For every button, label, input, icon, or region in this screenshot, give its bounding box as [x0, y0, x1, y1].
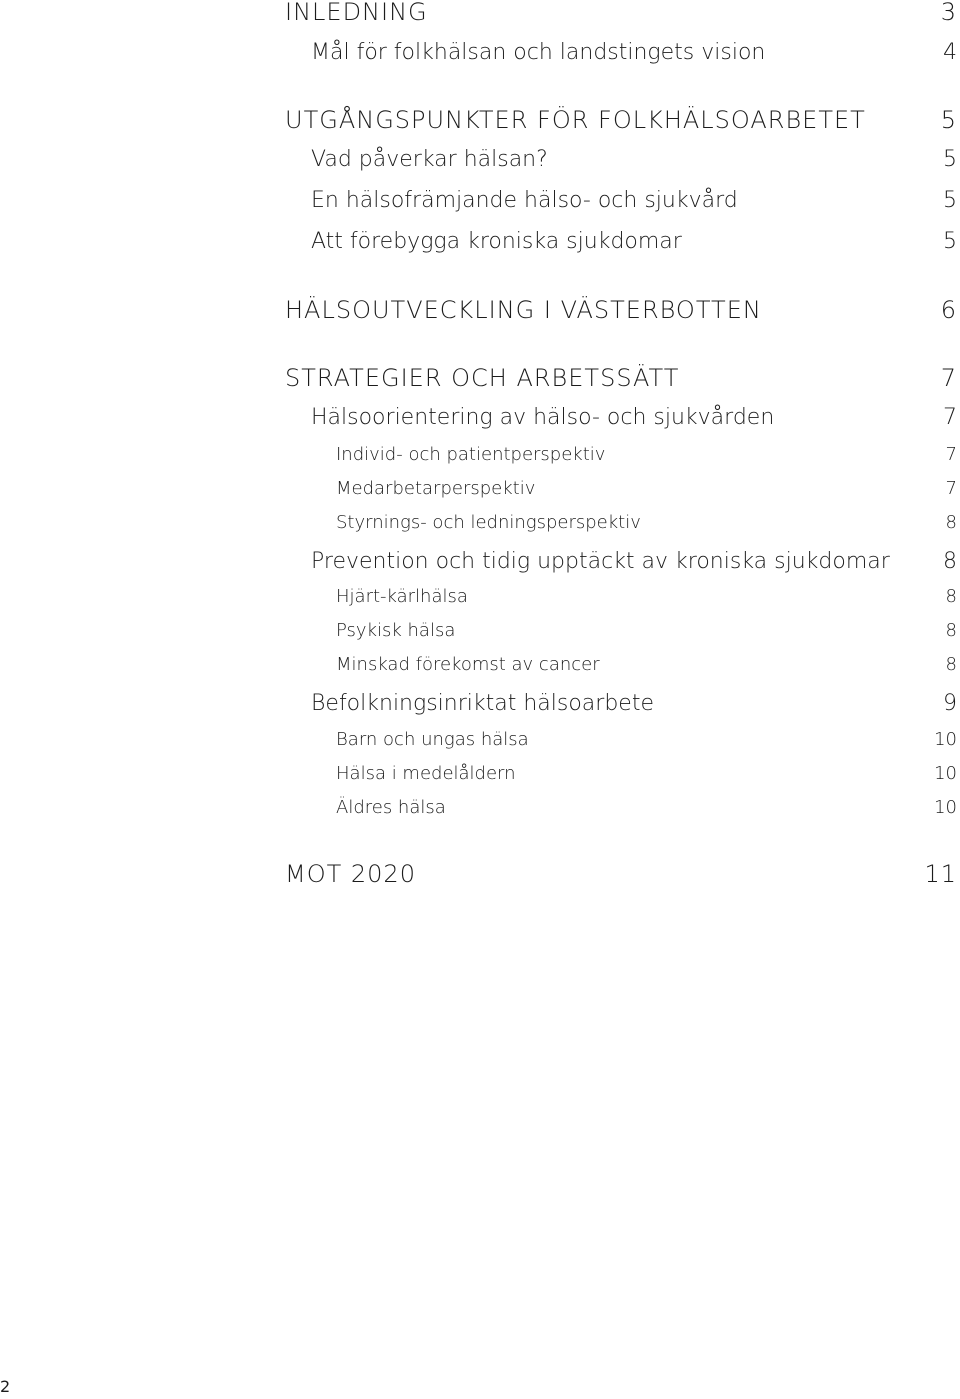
toc-entry-page: 8: [943, 549, 957, 574]
toc-entry-label: HÄLSOUTVECKLING I VÄSTERBOTTEN: [285, 296, 762, 324]
toc-entry-label: En hälsofrämjande hälso- och sjukvård: [311, 188, 738, 213]
toc-entry-page: 10: [934, 763, 957, 784]
toc-entry-page: 8: [945, 654, 957, 675]
toc-entry[interactable]: [0, 544, 960, 580]
toc-entry[interactable]: [0, 437, 960, 473]
toc-entry[interactable]: [0, 686, 960, 722]
toc-entry-page: 5: [943, 188, 957, 213]
toc-entry[interactable]: [0, 613, 960, 649]
toc-entry-label: Hälsoorientering av hälso- och sjukvården: [311, 405, 775, 430]
toc-entry-label: Prevention och tidig upptäckt av kroniska sjukdomar: [311, 549, 890, 574]
toc-entry[interactable]: [0, 647, 960, 683]
toc-entry-label: Att förebygga kroniska sjukdomar: [311, 229, 682, 254]
toc-entry[interactable]: [0, 0, 960, 30]
toc-entry-label: Styrnings- och ledningsperspektiv: [336, 512, 641, 533]
toc-entry[interactable]: [0, 142, 960, 178]
toc-entry-label: Hälsa i medelåldern: [336, 763, 516, 784]
toc-entry[interactable]: [0, 722, 960, 758]
toc-entry[interactable]: [0, 102, 960, 138]
toc-entry-page: 7: [945, 478, 957, 499]
page-number: 2: [0, 1377, 11, 1396]
toc-entry[interactable]: [0, 183, 960, 219]
toc-entry-page: 5: [940, 106, 957, 134]
toc-entry[interactable]: [0, 790, 960, 826]
toc-entry-page: 8: [945, 620, 957, 641]
toc-entry-page: 9: [943, 691, 957, 716]
toc-entry-label: Psykisk hälsa: [336, 620, 456, 641]
toc-entry[interactable]: [0, 360, 960, 396]
toc-entry-page: 7: [940, 364, 957, 392]
toc-entry-page: 3: [940, 0, 957, 26]
toc-entry-label: Medarbetarperspektiv: [336, 478, 536, 499]
toc-entry-label: Minskad förekomst av cancer: [336, 654, 600, 675]
toc-entry[interactable]: [0, 292, 960, 328]
toc-entry[interactable]: [0, 505, 960, 541]
toc-entry-page: 10: [934, 797, 957, 818]
toc-entry-page: 10: [934, 729, 957, 750]
toc-entry-label: Befolkningsinriktat hälsoarbete: [311, 691, 654, 716]
toc-entry-label: Mål för folkhälsan och landstingets vision: [311, 40, 766, 65]
toc-entry[interactable]: [0, 400, 960, 436]
toc-entry-page: 6: [940, 296, 957, 324]
toc-entry-page: 5: [943, 229, 957, 254]
toc-entry[interactable]: [0, 471, 960, 507]
toc-entry-page: 7: [945, 444, 957, 465]
toc-entry-label: Vad påverkar hälsan?: [311, 147, 548, 172]
toc-entry-label: MOT 2020: [285, 860, 416, 888]
toc-entry-page: 8: [945, 586, 957, 607]
toc-entry-label: Äldres hälsa: [336, 797, 446, 818]
toc-entry-page: 7: [943, 405, 957, 430]
toc-entry[interactable]: [0, 224, 960, 260]
toc-entry-label: INLEDNING: [285, 0, 428, 26]
toc-entry-page: 11: [924, 860, 957, 888]
toc-entry[interactable]: [0, 35, 960, 71]
toc-entry-page: 4: [943, 40, 957, 65]
toc-entry-label: STRATEGIER OCH ARBETSSÄTT: [285, 364, 680, 392]
toc-entry-label: Hjärt-kärlhälsa: [336, 586, 468, 607]
toc-entry[interactable]: [0, 756, 960, 792]
toc-entry[interactable]: [0, 579, 960, 615]
toc-entry[interactable]: [0, 856, 960, 892]
toc-entry-label: Barn och ungas hälsa: [336, 729, 529, 750]
toc-entry-page: 5: [943, 147, 957, 172]
toc-entry-label: UTGÅNGSPUNKTER FÖR FOLKHÄLSOARBETET: [285, 106, 866, 134]
toc-entry-page: 8: [945, 512, 957, 533]
toc-entry-label: Individ- och patientperspektiv: [336, 444, 606, 465]
